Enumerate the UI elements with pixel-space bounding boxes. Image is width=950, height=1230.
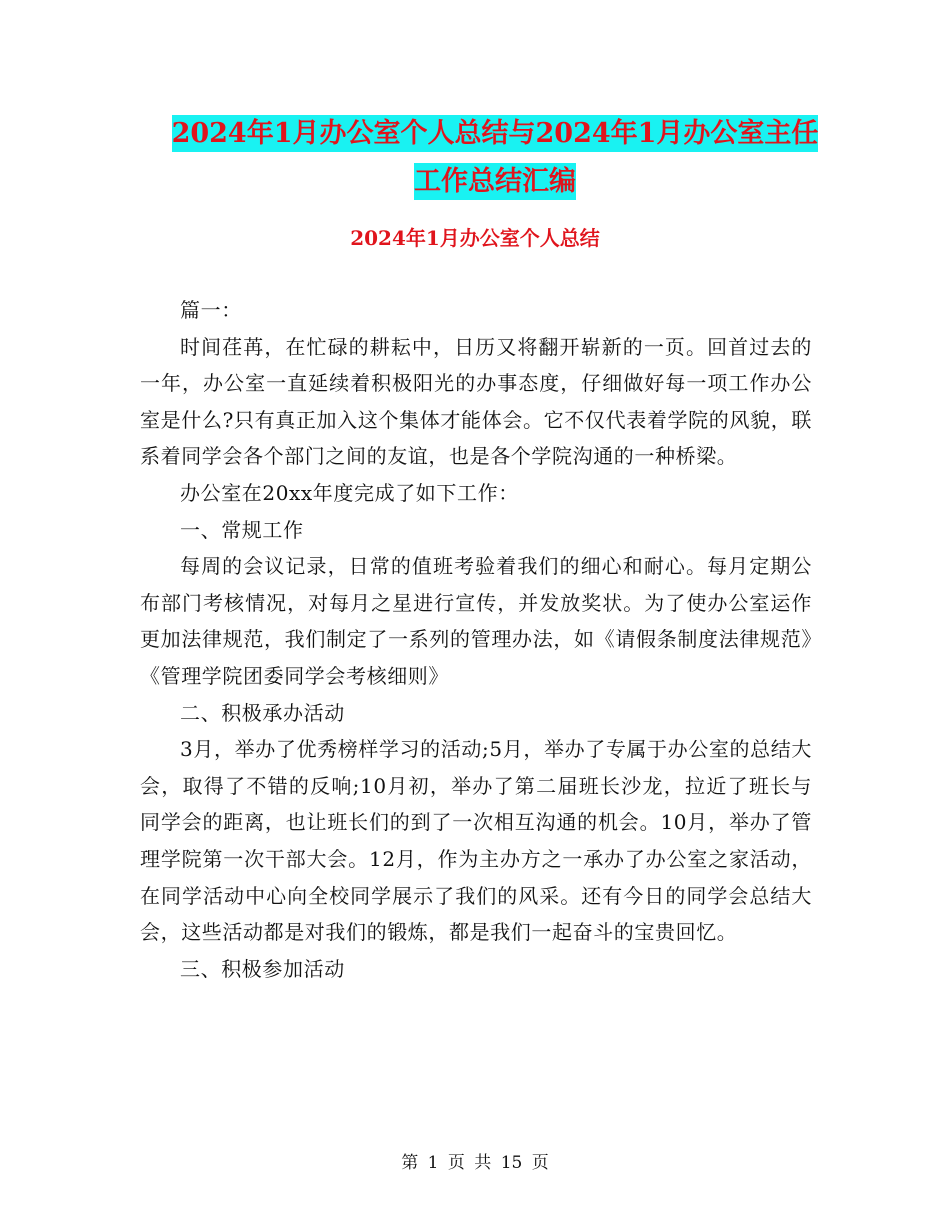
paragraph-routine-work: 每周的会议记录，日常的值班考验着我们的细心和耐心。每月定期公布部门考核情况，对每月之星进行宣传，并发放奖状。为了使办公室运作更加法律规范，我们制定了一系列的管理办法，如《请假条制度法律规范》《管理学院团委同学会考核细则》: [140, 554, 812, 688]
heading-routine-work: 一、常规工作: [180, 517, 304, 542]
paragraph-intro: 时间荏苒，在忙碌的耕耘中，日历又将翻开崭新的一页。回首过去的一年，办公室一直延续着积极阳光的办事态度，仔细做好每一项工作办公室是什么?只有真正加入这个集体才能体会。它不仅代表着学院的风貌，联系着同学会各个部门之间的友谊，也是各个学院沟通的一种桥梁。: [140, 334, 812, 469]
paragraph-host-activities: 3月，举办了优秀榜样学习的活动;5月，举办了专属于办公室的总结大会，取得了不错的反响;10月初，举办了第二届班长沙龙，拉近了班长与同学会的距离，也让班长们的到了一次相互沟通的机会。10月，举办了管理学院第一次干部大会。12月，作为主办方之一承办了办公室之家活动，在同学活动中心向全校同学展示了我们的风采。还有今日的同学会总结大会，这些活动都是对我们的锻炼，都是我们一起奋斗的宝贵回忆。: [140, 737, 812, 945]
heading-host-activities: 二、积极承办活动: [180, 700, 345, 725]
document-title: [140, 110, 850, 206]
paragraph-chapter-label: 篇一：: [180, 298, 242, 322]
document-title-line-1: 2024年1月办公室个人总结与2024年1月办公室主任: [172, 115, 819, 152]
page-footer: 第 1 页 共 15 页: [401, 1153, 549, 1173]
paragraph-work-summary: 办公室在20xx年度完成了如下工作：: [180, 480, 519, 505]
section-title: 2024年1月办公室个人总结: [350, 226, 600, 250]
heading-join-activities: 三、积极参加活动: [180, 956, 345, 981]
document-title-line-2: 工作总结汇编: [414, 163, 576, 200]
document-body: [140, 292, 812, 987]
